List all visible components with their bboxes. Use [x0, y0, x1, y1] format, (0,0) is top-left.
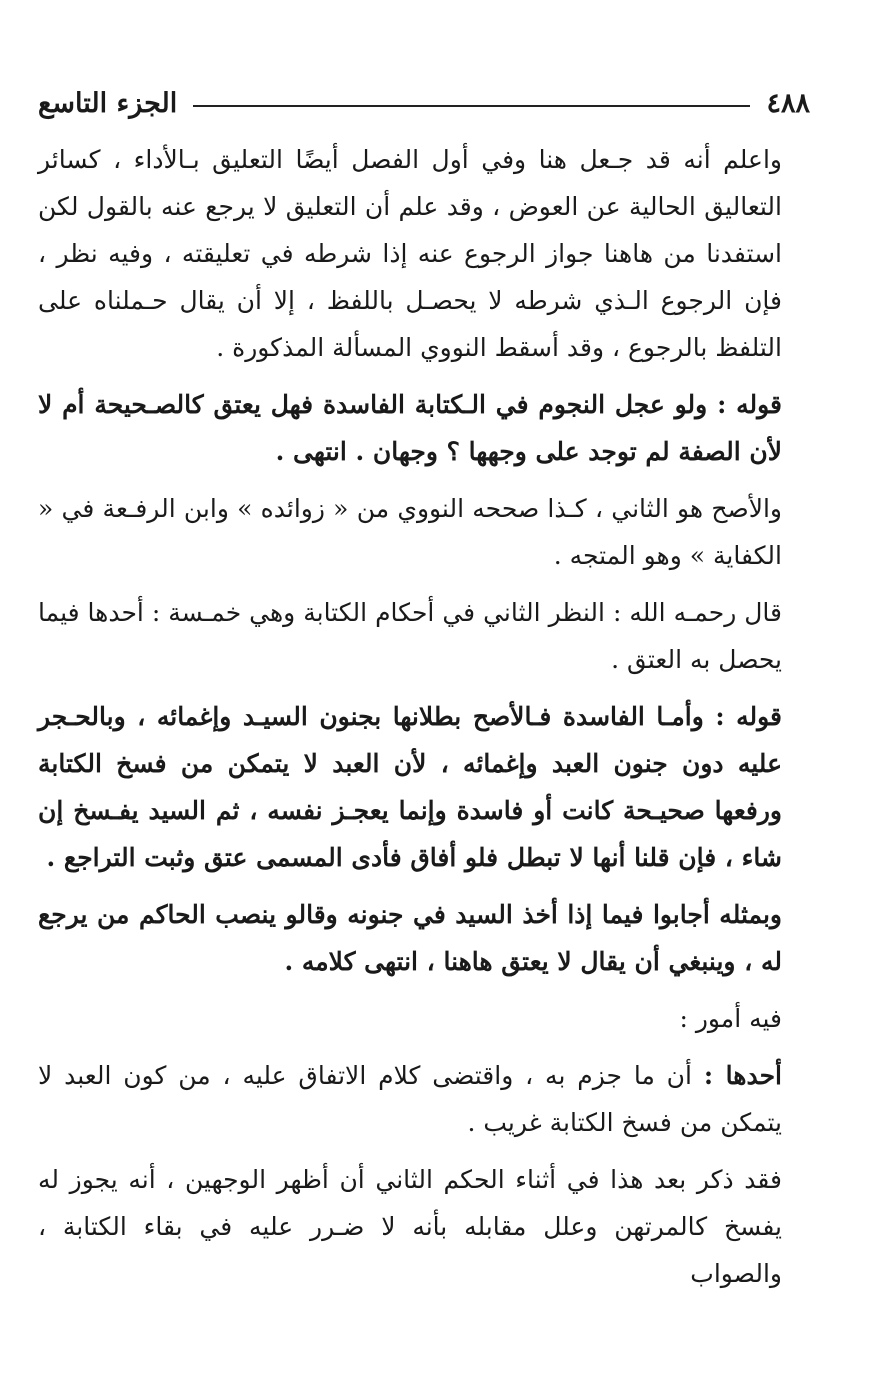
point-lead: أحدها :: [703, 1061, 782, 1090]
spacer: [38, 126, 810, 136]
page-number: ٤٨٨: [766, 87, 810, 119]
paragraph-quote-2: قوله : وأمـا الفاسدة فـالأصح بطلانها بجنون السيـد وإغمائه ، وبالحـجر عليه دون جنون العبد وإغمائه ، لأن العبد لا يتمكن من فسخ الكتابة ورفعها صحيـحة كانت أو فاسدة وإنما يعجـز نفسه ، ثم السيد يفـسخ إن شاء ، فإن قلنا أنها لا تبطل فلو أفاق فأدى المسمى عتق وثبت التراجع .: [38, 702, 782, 872]
paragraph-commentary-1: واعلم أنه قد جـعل هنا وفي أول الفصل أيضًا التعليق بـالأداء ، كسائر التعاليق الحالية عن العوض ، وقد علم أن التعليق لا يرجع عنه بالقول لكن استفدنا من هاهنا جواز الرجوع عنه إذا شرطه في تعليقته ، وفيه نظر ، فإن الرجوع الـذي شرطه لا يحصـل باللفظ ، إلا أن يقال حـملناه على التلفظ بالرجوع ، وقد أسقط النووي المسألة المذكورة .: [38, 145, 782, 362]
point-text: أن ما جزم به ، واقتضى كلام الاتفاق عليه ، من كون العبد لا يتمكن من فسخ الكتابة غريب .: [38, 1061, 782, 1137]
paragraph-points-intro: فيه أمور :: [679, 1004, 782, 1033]
header-rule: [193, 105, 750, 107]
paragraph-quote-3: وبمثله أجابوا فيما إذا أخذ السيد في جنونه وقالو ينصب الحاكم من يرجع له ، وينبغي أن يقال لا يعتق هاهنا ، انتهى كلامه .: [38, 900, 782, 976]
book-page: [38, 80, 810, 1297]
paragraph-section-heading: قال رحمـه الله : النظر الثاني في أحكام الكتابة وهي خمـسة : أحدها فيما يحصل به العتق .: [38, 598, 782, 674]
paragraph-commentary-3: فقد ذكر بعد هذا في أثناء الحكم الثاني أن أظهر الوجهين ، أنه يجوز له يفسخ كالمرتهن وعلل مقابله بأنه لا ضـرر عليه في بقاء الكتابة ، والصواب: [38, 1165, 782, 1288]
page-header: [38, 80, 810, 126]
running-title: الجزء التاسع: [38, 87, 178, 119]
spacer: [38, 881, 810, 891]
spacer: [38, 371, 810, 381]
spacer: [38, 985, 810, 995]
paragraph-quote-1: قوله : ولو عجل النجوم في الـكتابة الفاسدة فهل يعتق كالصـحيحة أم لا لأن الصفة لم توجد على وجهها ؟ وجهان . انتهى .: [38, 390, 782, 466]
spacer: [38, 579, 810, 589]
spacer: [38, 475, 810, 485]
paragraph-point-1: [38, 1052, 810, 1146]
spacer: [38, 683, 810, 693]
paragraph-commentary-2: والأصح هو الثاني ، كـذا صححه النووي من « زوائده » وابن الرفـعة في « الكفاية » وهو المتجه .: [38, 494, 782, 570]
spacer: [38, 1042, 810, 1052]
spacer: [38, 1146, 810, 1156]
